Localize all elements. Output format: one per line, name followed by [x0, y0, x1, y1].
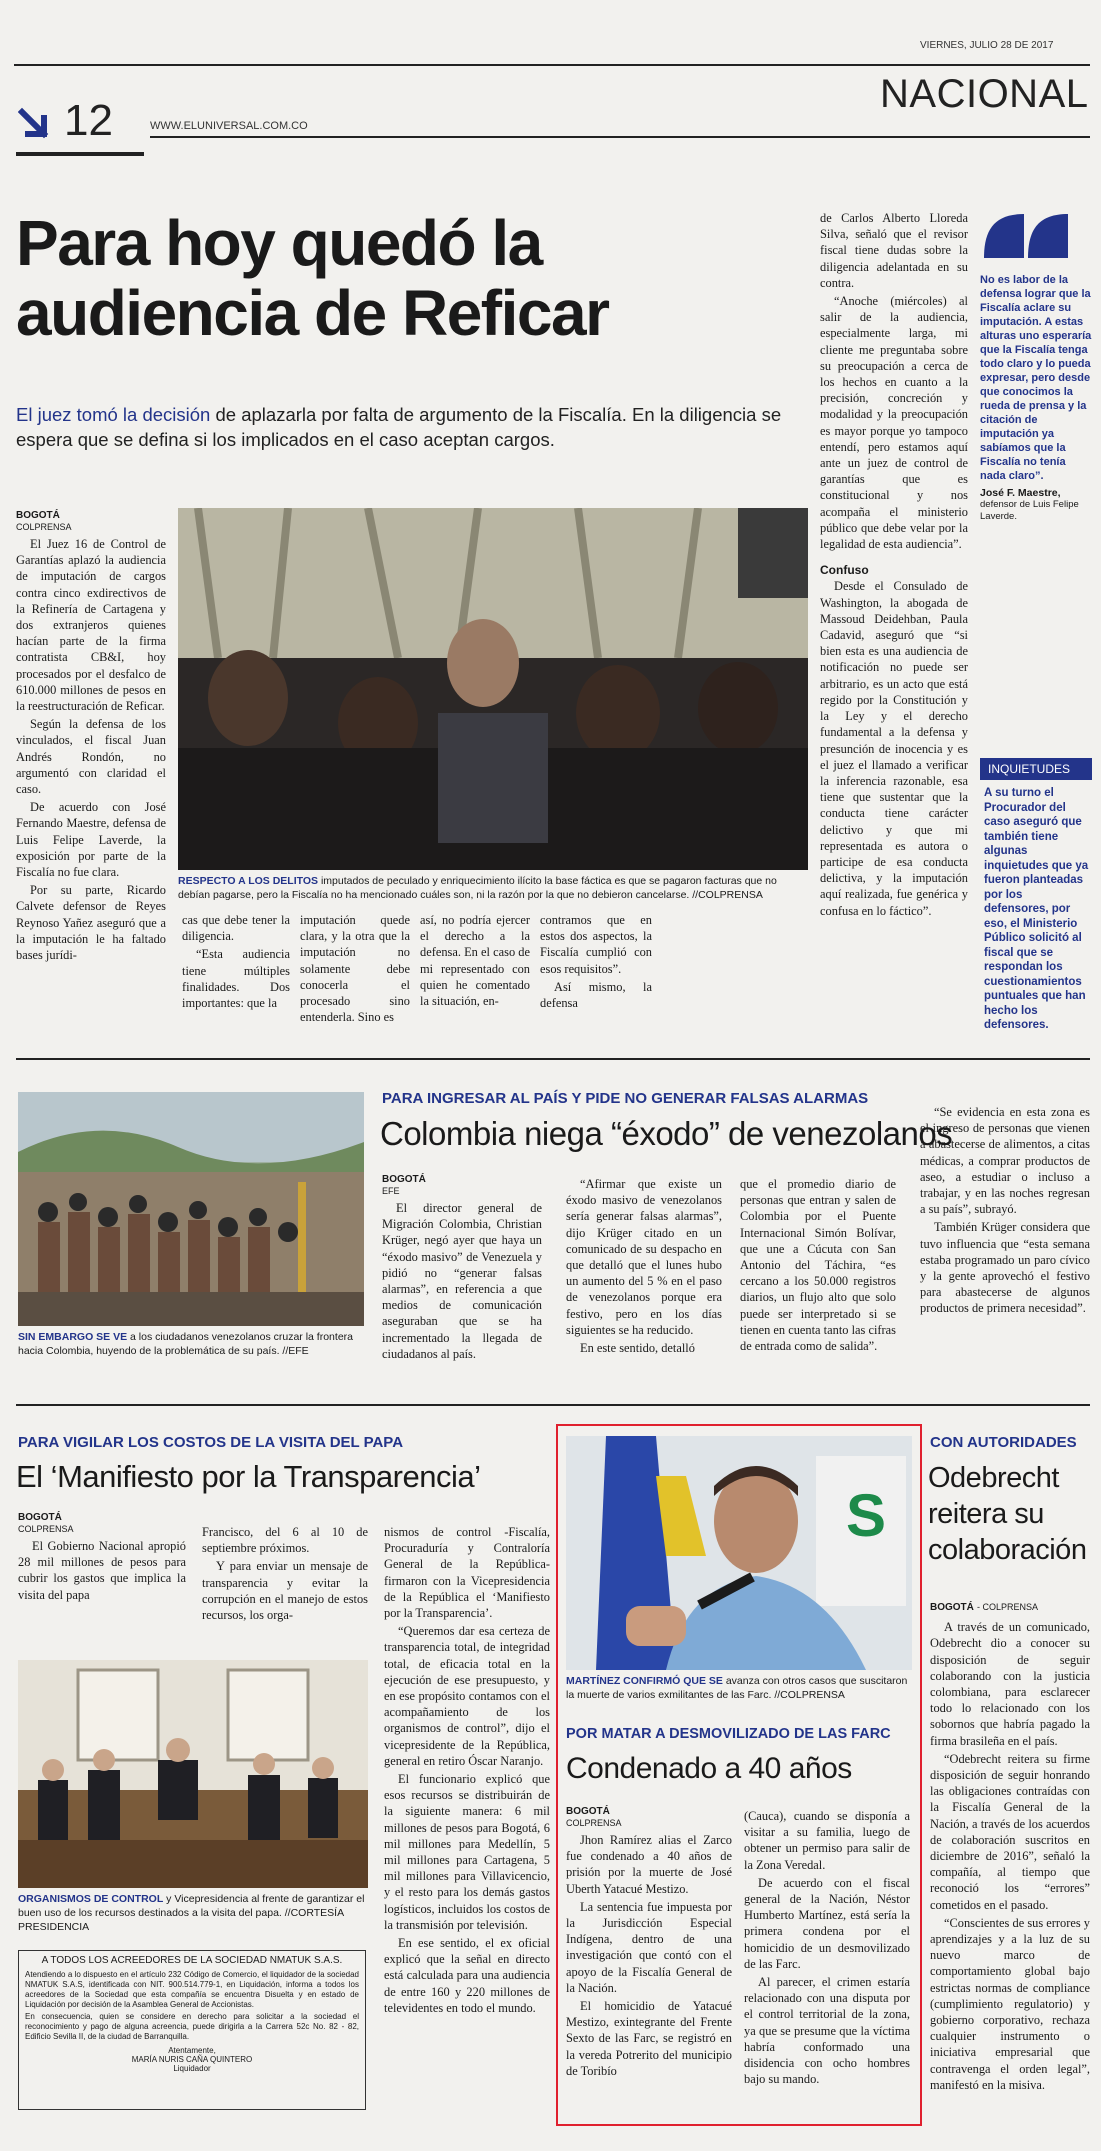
- quote-block: [980, 210, 1092, 523]
- papa-headline: El ‘Manifiesto por la Transparencia’: [16, 1459, 481, 1494]
- farc-dateline: BOGOTÁ: [566, 1806, 610, 1817]
- paragraph: Jhon Ramírez alias el Zarco fue condenado a 40 años de prisión por la muerte de José Uberth Yatacué Mestizo.: [566, 1833, 732, 1896]
- paragraph: En este sentido, detalló: [580, 1341, 695, 1356]
- odebrecht-col-1: [930, 1598, 1090, 2095]
- papa-col-3: [384, 1524, 550, 2018]
- papa-photo: [18, 1660, 368, 1888]
- header-rule: [14, 64, 1090, 66]
- farc-col-2: [744, 1808, 910, 2089]
- venezuela-agency: EFE: [382, 1186, 400, 1196]
- odebrecht-headline: Odebrecht reitera su colaboración: [928, 1462, 1087, 1566]
- reficar-dateline: BOGOTÁ: [16, 510, 60, 521]
- subhead-confuso: Confuso: [820, 563, 869, 578]
- page-number-block: [16, 96, 144, 152]
- venezuela-kicker: PARA INGRESAR AL PAÍS Y PIDE NO GENERAR FALSAS ALARMAS: [382, 1090, 869, 1107]
- reficar-col-4: [420, 912, 530, 1011]
- paragraph: “Esta audiencia tiene múltiples finalidades. Dos importantes: que la: [182, 947, 290, 1011]
- reficar-col-3: [300, 912, 410, 1027]
- farc-agency: COLPRENSA: [566, 1818, 622, 1828]
- notice-title: A TODOS LOS ACREEDORES DE LA SOCIEDAD NMATUK S.A.S.: [41, 1955, 343, 1966]
- paragraph: El Juez 16 de Control de Garantías aplazó la audiencia de imputación de cargos contra cinco exdirectivos de la Refinería de Cartagena y dos extranjeros quienes hacían parte de la firma contratista CB&I, hoy procesados por el desfalco de 610.000 millones de pesos en la reestructuración de Reficar.: [16, 537, 166, 714]
- paragraph: “Conscientes de sus errores y aprendizajes y a la luz de su nuevo marco de comportamiento global bajo estrictas normas de compliance (cumplimiento regulatorio) y gobierno corporativo, rechaza cualquier instrumento o iniciativa empresarial que contravenga el orden legal”, manifestó en la misiva.: [930, 1915, 1090, 2092]
- quote-mark-icon: [980, 210, 1072, 262]
- caption-lead: RESPECTO A LOS DELITOS: [178, 875, 319, 887]
- paragraph: A través de un comunicado, Odebrecht dio a conocer su disposición de seguir colaborando con la justicia colombiana, para esclarecer todo lo relacionado con los sobornos que habría pagado la firma brasileña en el país.: [930, 1620, 1090, 1748]
- notice-sign-3: Liquidador: [173, 2064, 211, 2073]
- venezuela-photo-caption: [18, 1330, 364, 1358]
- venezuela-headline: Colombia niega “éxodo” de venezolanos: [380, 1115, 953, 1152]
- paragraph: de Carlos Alberto Lloreda Silva, señaló que el revisor fiscal tiene dudas sobre la diligencia adelantada en su contra.: [820, 211, 968, 290]
- farc-col-1: [566, 1806, 732, 2081]
- papa-kicker: PARA VIGILAR LOS COSTOS DE LA VISITA DEL PAPA: [18, 1434, 404, 1451]
- section-rule: [150, 136, 1090, 138]
- paragraph: Según la defensa de los vinculados, el fiscal Juan Andrés Rondón, no argumentó con claridad el caso.: [16, 717, 166, 797]
- paragraph: que el promedio diario de personas que entran y salen de Colombia por el Puente Internacional Simón Bolívar, que une a Cúcuta con San Antonio del Táchira, “es cercano a los 50.000 registros diarios, un flujo alto que solo puede ser interpretado si se tienen en cuenta tanto las cifras de entrada como de salida”.: [740, 1177, 896, 1354]
- paragraph: “Anoche (miércoles) al salir de la audiencia, especialmente larga, mi cliente me preguntaba sobre su preocupación a cerca de los hechos en cuanto a la precisión, concreción y modalidad y la preocupación es mayor porque yo tampoco entendí, pero estamos aquí ante un juez de control de garantías que es constitucional y nos acompaña el ministerio público que debe velar por la legalidad de esta audiencia”.: [820, 294, 968, 552]
- paragraph: Al parecer, el crimen estaría relacionado con una disputa por el control territorial de la zona, ya que se presume que la víctima habría conformado una disidencia con ocho hombres bajo su mando.: [744, 1975, 910, 2087]
- section-divider-1: [16, 1058, 1090, 1060]
- venezuela-col-4: [920, 1104, 1090, 1319]
- website: WWW.ELUNIVERSAL.COM.CO: [150, 120, 308, 132]
- press-conference-photo-art: [566, 1436, 912, 1670]
- notice-sign-2: MARÍA NURIS CAÑA QUINTERO: [131, 2055, 253, 2064]
- reficar-subtitle-rest: de aplazarla por falta de argumento de la Fiscalía. En la diligencia se espera que se defina si los implicados en el caso aceptan cargos.: [16, 404, 782, 450]
- quote-author: José F. Maestre,: [980, 487, 1061, 499]
- odebrecht-kicker: CON AUTORIDADES: [930, 1434, 1077, 1451]
- reficar-col-6: [820, 210, 968, 921]
- paragraph: “Queremos dar esa certeza de transparencia total, de integridad total, de eficacia total en la ejecución de ese presupuesto, y en ese propósito contamos con el acompañamiento de los organismos de control”, dijo el vicepresidente de la República, general en retiro Óscar Naranjo.: [384, 1624, 550, 1768]
- papa-col-1: [18, 1512, 186, 1605]
- paragraph: Por su parte, Ricardo Calvete defensor de Reyes Reynoso Yañez aseguró que a la imputación le ha faltado bases jurídi-: [16, 883, 166, 963]
- reficar-agency: COLPRENSA: [16, 522, 72, 532]
- paragraph: “Afirmar que existe un éxodo masivo de venezolanos sería generar falsas alarmas”, dijo Krüger citado en un comunicado de su despacho en que detalló que el lunes hubo un aumento del 5 % en el paso de venezolanos porque era festivo, pero en los días siguientes se ha reducido.: [566, 1177, 722, 1337]
- reficar-col-5: [540, 912, 652, 1013]
- paragraph: También Krüger considera que tuvo influencia que “esta semana estaba programado un paro cívico y la gente aprovechó el festivo para abastecerse de algunos productos de primera necesidad”.: [920, 1220, 1090, 1316]
- reficar-headline: [16, 208, 816, 348]
- quote-text: No es labor de la defensa lograr que la Fiscalía aclare su imputación. A estas alturas uno esperaría que la Fiscalía tenga todo claro y lo pueda expresar, pero desde que conocimos la rueda de prensa y la citación de imputación ya sabíamos que la Fiscalía no tenía nada claro”.: [980, 274, 1092, 482]
- reficar-photo: [178, 508, 808, 870]
- paragraph: El Gobierno Nacional apropió 28 mil millones de pesos para cubrir los gastos que implica la visita del papa: [18, 1539, 186, 1602]
- paragraph: así, no podría ejercer el derecho a la defensa. En el caso de mi representado con quien he comentado la situación, en-: [420, 913, 530, 1009]
- legal-notice: [18, 1950, 366, 2110]
- caption-text: imputados de peculado y enriquecimiento ilícito la base fáctica es que se pagaron facturas que no debían pagarse, pero la Fiscalía no ha mencionado cuáles son, ni la razón por la que no debieron cancelarse. //COLPRENSA: [178, 875, 777, 901]
- odebrecht-byline: [930, 1598, 1090, 1616]
- caption-text: a los ciudadanos venezolanos cruzar la frontera hacia Colombia, huyendo de la problemática de su país. //EFE: [18, 1331, 353, 1357]
- page-number-rule: [16, 152, 144, 156]
- odebrecht-dateline: BOGOTÁ: [930, 1602, 974, 1613]
- paragraph: “Odebrecht reitera su firme disposición de seguir honrando las obligaciones contraídas con la Fiscalía General de la Nación, a través de los acuerdos de colaboración suscritos en diciembre de 2016”, señaló la compañía, al tiempo que reconoció los “errores” cometidos en el pasado.: [930, 1751, 1090, 1912]
- farc-photo-caption: [566, 1674, 912, 1702]
- quote-role: defensor de Luis Felipe Laverde.: [980, 499, 1079, 522]
- courtroom-photo-art: [178, 508, 808, 870]
- meeting-photo-art: [18, 1660, 368, 1888]
- section-title: NACIONAL: [880, 72, 1089, 116]
- notice-body-2: En consecuencia, quien se considere en derecho para solicitar a la sociedad el reconocimiento y pago de alguna acreencia, puede dirigirla a la Carrera 52c No. 82 - 82, Edificio Sevilla II, de la ciudad de Barranquilla.: [25, 2012, 359, 2041]
- arrow-icon: [18, 104, 58, 144]
- section-divider-2: [16, 1404, 1090, 1406]
- paragraph: Y para enviar un mensaje de transparencia y evitar la corrupción en el manejo de estos recursos, los orga-: [202, 1559, 368, 1623]
- reficar-col-1: [16, 510, 166, 965]
- reficar-photo-caption: [178, 874, 808, 902]
- paragraph: De acuerdo con el fiscal general de la Nación, Néstor Humberto Martínez, está sería la primera condena por el homicidio de un desmovilizado de las Farc.: [744, 1875, 910, 1971]
- paragraph: contramos que en estos dos aspectos, la Fiscalía cumplió con esos requisitos”.: [540, 913, 652, 976]
- notice-body: Atendiendo a lo dispuesto en el artículo 232 Código de Comercio, el liquidador de la sociedad NMATUK S.A.S, identificada con NIT. 900.514.779-1, en Liquidación, informa a todos los acreedores de la Sociedad que esta compañía se encuentra Disuelta y en estado de Liquidación por decisión de la Asamblea General de Accionistas.: [25, 1970, 359, 2009]
- paragraph: nismos de control -Fiscalía, Procuraduría y Contraloría General de la República- firmaron con la Vicepresidencia de la República el ‘Manifiesto por la Transparencia’.: [384, 1525, 550, 1621]
- notice-sign-1: Atentamente,: [168, 2046, 216, 2055]
- caption-text: y Vicepresidencia al frente de garantizar el buen uso de los recursos destinados a la visita del papa. //CORTESÍA PRESIDENCIA: [18, 1893, 365, 1933]
- farc-kicker: POR MATAR A DESMOVILIZADO DE LAS FARC: [566, 1726, 891, 1742]
- paragraph: (Cauca), cuando se disponía a visitar a su familia, luego de obtener un permiso para salir de la Zona Veredal.: [744, 1809, 910, 1872]
- venezuela-col-1: [382, 1174, 542, 1364]
- papa-photo-caption: [18, 1892, 368, 1934]
- venezuela-photo: [18, 1092, 364, 1326]
- venezuela-dateline: BOGOTÁ: [382, 1174, 426, 1185]
- caption-lead: ORGANISMOS DE CONTROL: [18, 1893, 164, 1905]
- caption-lead: MARTÍNEZ CONFIRMÓ QUE SE: [566, 1675, 723, 1687]
- paragraph: El director general de Migración Colombia, Christian Krüger, negó ayer que haya un “éxodo masivo” de Venezuela y pidió no “generar falsas alarmas”, en referencia a que medios de comunicación aseguraban que se ha incrementado la llegada de ciudadanos al país.: [382, 1201, 542, 1361]
- odebrecht-agency: - COLPRENSA: [977, 1602, 1039, 1612]
- paragraph: imputación quede clara, y la otra que la imputación no solamente debe conocerla el procesado sino entenderla. Sino es: [300, 913, 410, 1025]
- papa-agency: COLPRENSA: [18, 1524, 74, 1534]
- caption-text: avanza con otros casos que suscitaron la muerte de varios exmilitantes de las Farc. //COLPRENSA: [566, 1675, 908, 1701]
- inquietudes-text: A su turno el Procurador del caso aseguró que también tiene algunas inquietudes que ya fueron planteadas por los defensores, por eso, el Ministerio Público solicitó al fiscal que se respondan los cuestionamientos puntuales que han hecho los defensores.: [984, 787, 1089, 1031]
- paragraph: El homicidio de Yatacué Mestizo, exintegrante del Frente Sexto de las Farc, se registró en la vereda Potrerito del municipio de Toribío: [566, 1999, 732, 2078]
- paragraph: cas que debe tener la diligencia.: [182, 913, 290, 944]
- paragraph: Francisco, del 6 al 10 de septiembre próximos.: [202, 1525, 368, 1556]
- paragraph: El funcionario explicó que esos recursos se distribuirán de la siguiente manera: 6 mil millones de pesos para Bogotá, 6 mil millones para Medellín, 5 mil millones para Cartagena, 5 mil millones para Villavicencio, y el resto para los demás gastos logísticos, incluidos los costos de la transmisión por televisión.: [384, 1772, 550, 1932]
- reficar-col-2: [182, 912, 290, 1013]
- reficar-subtitle-lead: El juez tomó la decisión: [16, 404, 211, 425]
- papa-dateline: BOGOTÁ: [18, 1512, 62, 1523]
- paragraph: Desde el Consulado de Washington, la abogada de Massoud Deidehban, Paula Cadavid, aseguró que “si bien esta es una audiencia de notificación no puede ser arbitrario, es un acto que está regido por la Constitución y la Ley y el derecho fundamental a la defensa y presunción de inocencia y es el juez el llamado a verificar la inferencia razonable, esa tiene que sustentar que la conducta tiene carácter delictivo y que mi representada es autora o participe de esa conducta delictiva, y la imputación aquí realizada, fue genérica y confusa en lo fáctico”.: [820, 579, 968, 918]
- svg-text:S: S: [846, 1482, 887, 1549]
- paragraph: En ese sentido, el ex oficial explicó que la señal en directo está calculada para una audiencia de entre 160 y 220 millones de televidentes en todo el mundo.: [384, 1936, 550, 2015]
- reficar-headline-line2: audiencia de Reficar: [16, 277, 609, 349]
- paragraph: De acuerdo con José Fernando Maestre, defensa de Luis Felipe Laverde, la exposición por parte de la Fiscalía no fue clara.: [16, 800, 166, 880]
- paragraph: Así mismo, la defensa: [540, 979, 652, 1011]
- paragraph: La sentencia fue impuesta por la Jurisdicción Especial Indígena, dentro de una investigación que contó con el apoyo de la Fiscalía General de la Nación.: [566, 1899, 732, 1995]
- venezuela-col-3: [740, 1176, 896, 1356]
- caption-lead: SIN EMBARGO SE VE: [18, 1331, 128, 1343]
- venezuela-col-2: [566, 1176, 722, 1358]
- border-crowd-photo-art: [18, 1092, 364, 1326]
- reficar-headline-line1: Para hoy quedó la: [16, 207, 542, 279]
- farc-headline: Condenado a 40 años: [566, 1752, 852, 1785]
- issue-date: VIERNES, JULIO 28 DE 2017: [920, 40, 1054, 51]
- papa-col-2: [202, 1524, 368, 1625]
- page-number: 12: [64, 96, 113, 145]
- reficar-subtitle: [16, 402, 796, 452]
- farc-photo: [566, 1436, 912, 1670]
- inquietudes-label: INQUIETUDES: [980, 758, 1092, 780]
- paragraph: “Se evidencia en esta zona es el ingreso de personas que vienen a abastecerse de alimentos, a citas médicas, a comprar productos de aseo, a estudiar o incluso a trabajar, y en las noches regresan a su país”, subrayó.: [920, 1105, 1090, 1217]
